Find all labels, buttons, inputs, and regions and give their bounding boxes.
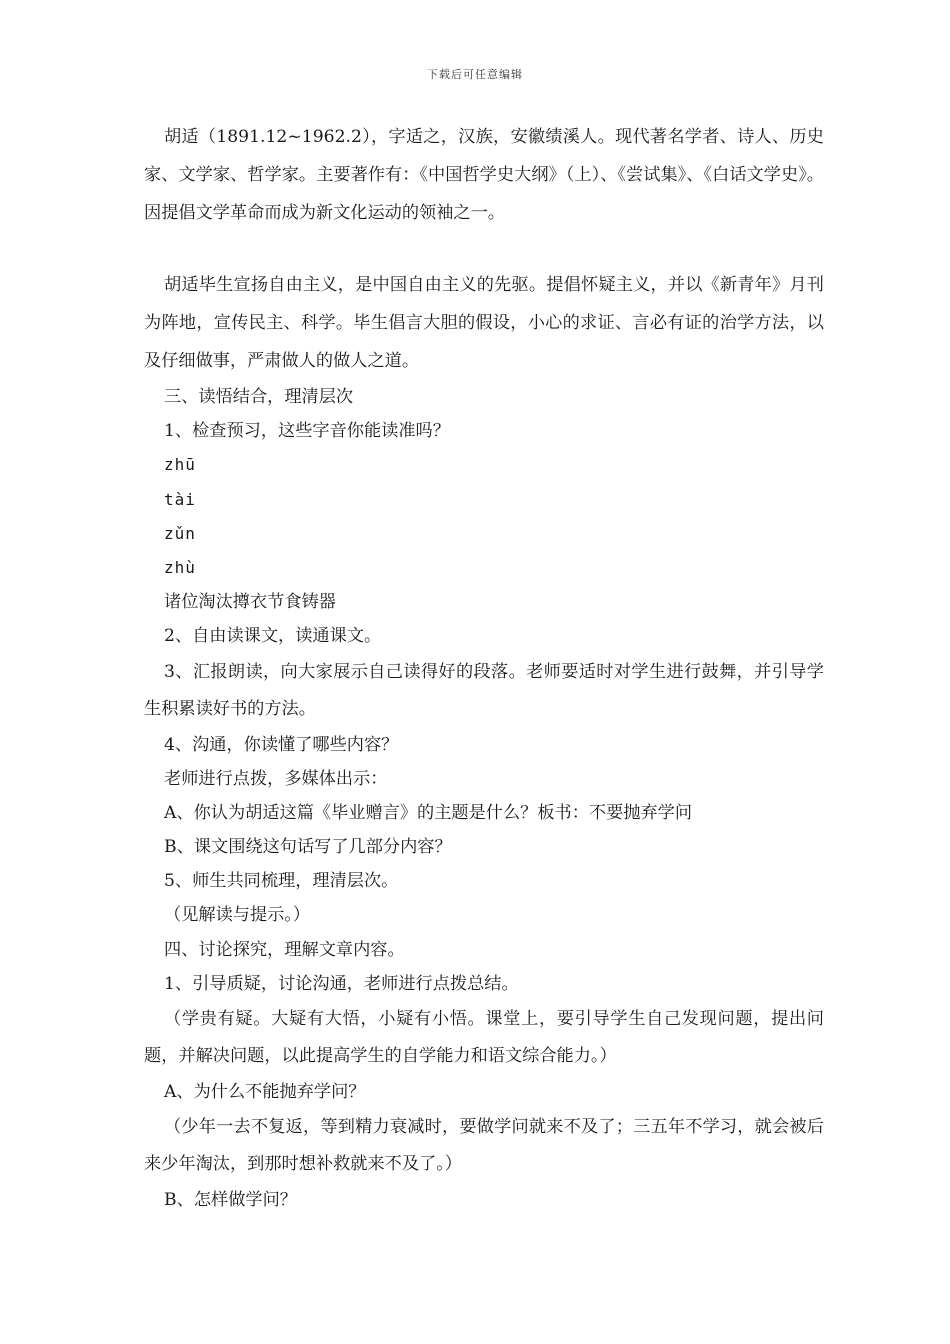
pinyin-zun: zǔn bbox=[164, 523, 196, 543]
question-b: B、课文围绕这句话写了几部分内容？ bbox=[164, 837, 452, 858]
liberalism-paragraph: 胡适毕生宣扬自由主义，是中国自由主义的先驱。提倡怀疑主义，并以《新青年》月刊为阵地，宣传民主、科学。毕生倡言大胆的假设，小心的求证、言必有证的治学方法，以及仔细做事，严肃做人的做人之道。 bbox=[144, 275, 824, 371]
question-a: A、你认为胡适这篇《毕业赠言》的主题是什么？板书：不要抛弃学问 bbox=[164, 802, 693, 823]
document-body bbox=[144, 118, 824, 1217]
question-2b: B、怎样做学问？ bbox=[164, 1190, 297, 1211]
doubt-paragraph: （学贵有疑。大疑有大悟，小疑有小悟。课堂上，要引导学生自己发现问题，提出问题，并解决问题，以此提高学生的自学能力和语文综合能力。） bbox=[144, 1009, 824, 1066]
pinyin-tai: tài bbox=[164, 489, 196, 509]
item-4: 4、沟通，你读懂了哪些内容？ bbox=[164, 734, 399, 755]
item-5: 5、师生共同梳理，理清层次。 bbox=[164, 871, 399, 892]
pinyin-zhu2: zhù bbox=[164, 557, 196, 577]
section-three-heading: 三、读悟结合，理清层次 bbox=[164, 387, 354, 407]
pinyin-zhu: zhū bbox=[164, 455, 196, 475]
page-header: 下载后可任意编辑 bbox=[427, 68, 523, 81]
question-2a: A、为什么不能抛弃学问？ bbox=[164, 1082, 366, 1102]
teacher-note: 老师进行点拨，多媒体出示： bbox=[164, 768, 388, 789]
see-note: （见解读与提示。） bbox=[164, 905, 311, 926]
item-3: 3、汇报朗读，向大家展示自己读得好的段落。老师要适时对学生进行鼓舞，并引导学生积累读好书的方法。 bbox=[144, 661, 824, 719]
vocab-chars: 诸位淘汰撙衣节食铸器 bbox=[164, 592, 336, 613]
item-4-1: 1、引导质疑，讨论沟通，老师进行点拨总结。 bbox=[164, 973, 519, 994]
intro-paragraph: 胡适（1891.12~1962.2），字适之，汉族，安徽绩溪人。现代著名学者、诗人、历史家、文学家、哲学家。主要著作有：《中国哲学史大纲》（上）、《尝试集》、《白话文学史》。因提倡文学革命而成为新文化运动的领袖之一。 bbox=[144, 127, 824, 223]
item-2: 2、自由读课文，读通课文。 bbox=[164, 626, 382, 647]
paragraph-gap bbox=[144, 232, 824, 266]
item-1: 1、检查预习，这些字音你能读准吗？ bbox=[164, 421, 450, 442]
section-four-heading: 四、讨论探究，理解文章内容。 bbox=[164, 939, 405, 960]
answer-a: （少年一去不复返，等到精力衰减时，要做学问就来不及了；三五年不学习，就会被后来少年淘汰，到那时想补救就来不及了。） bbox=[144, 1117, 824, 1175]
